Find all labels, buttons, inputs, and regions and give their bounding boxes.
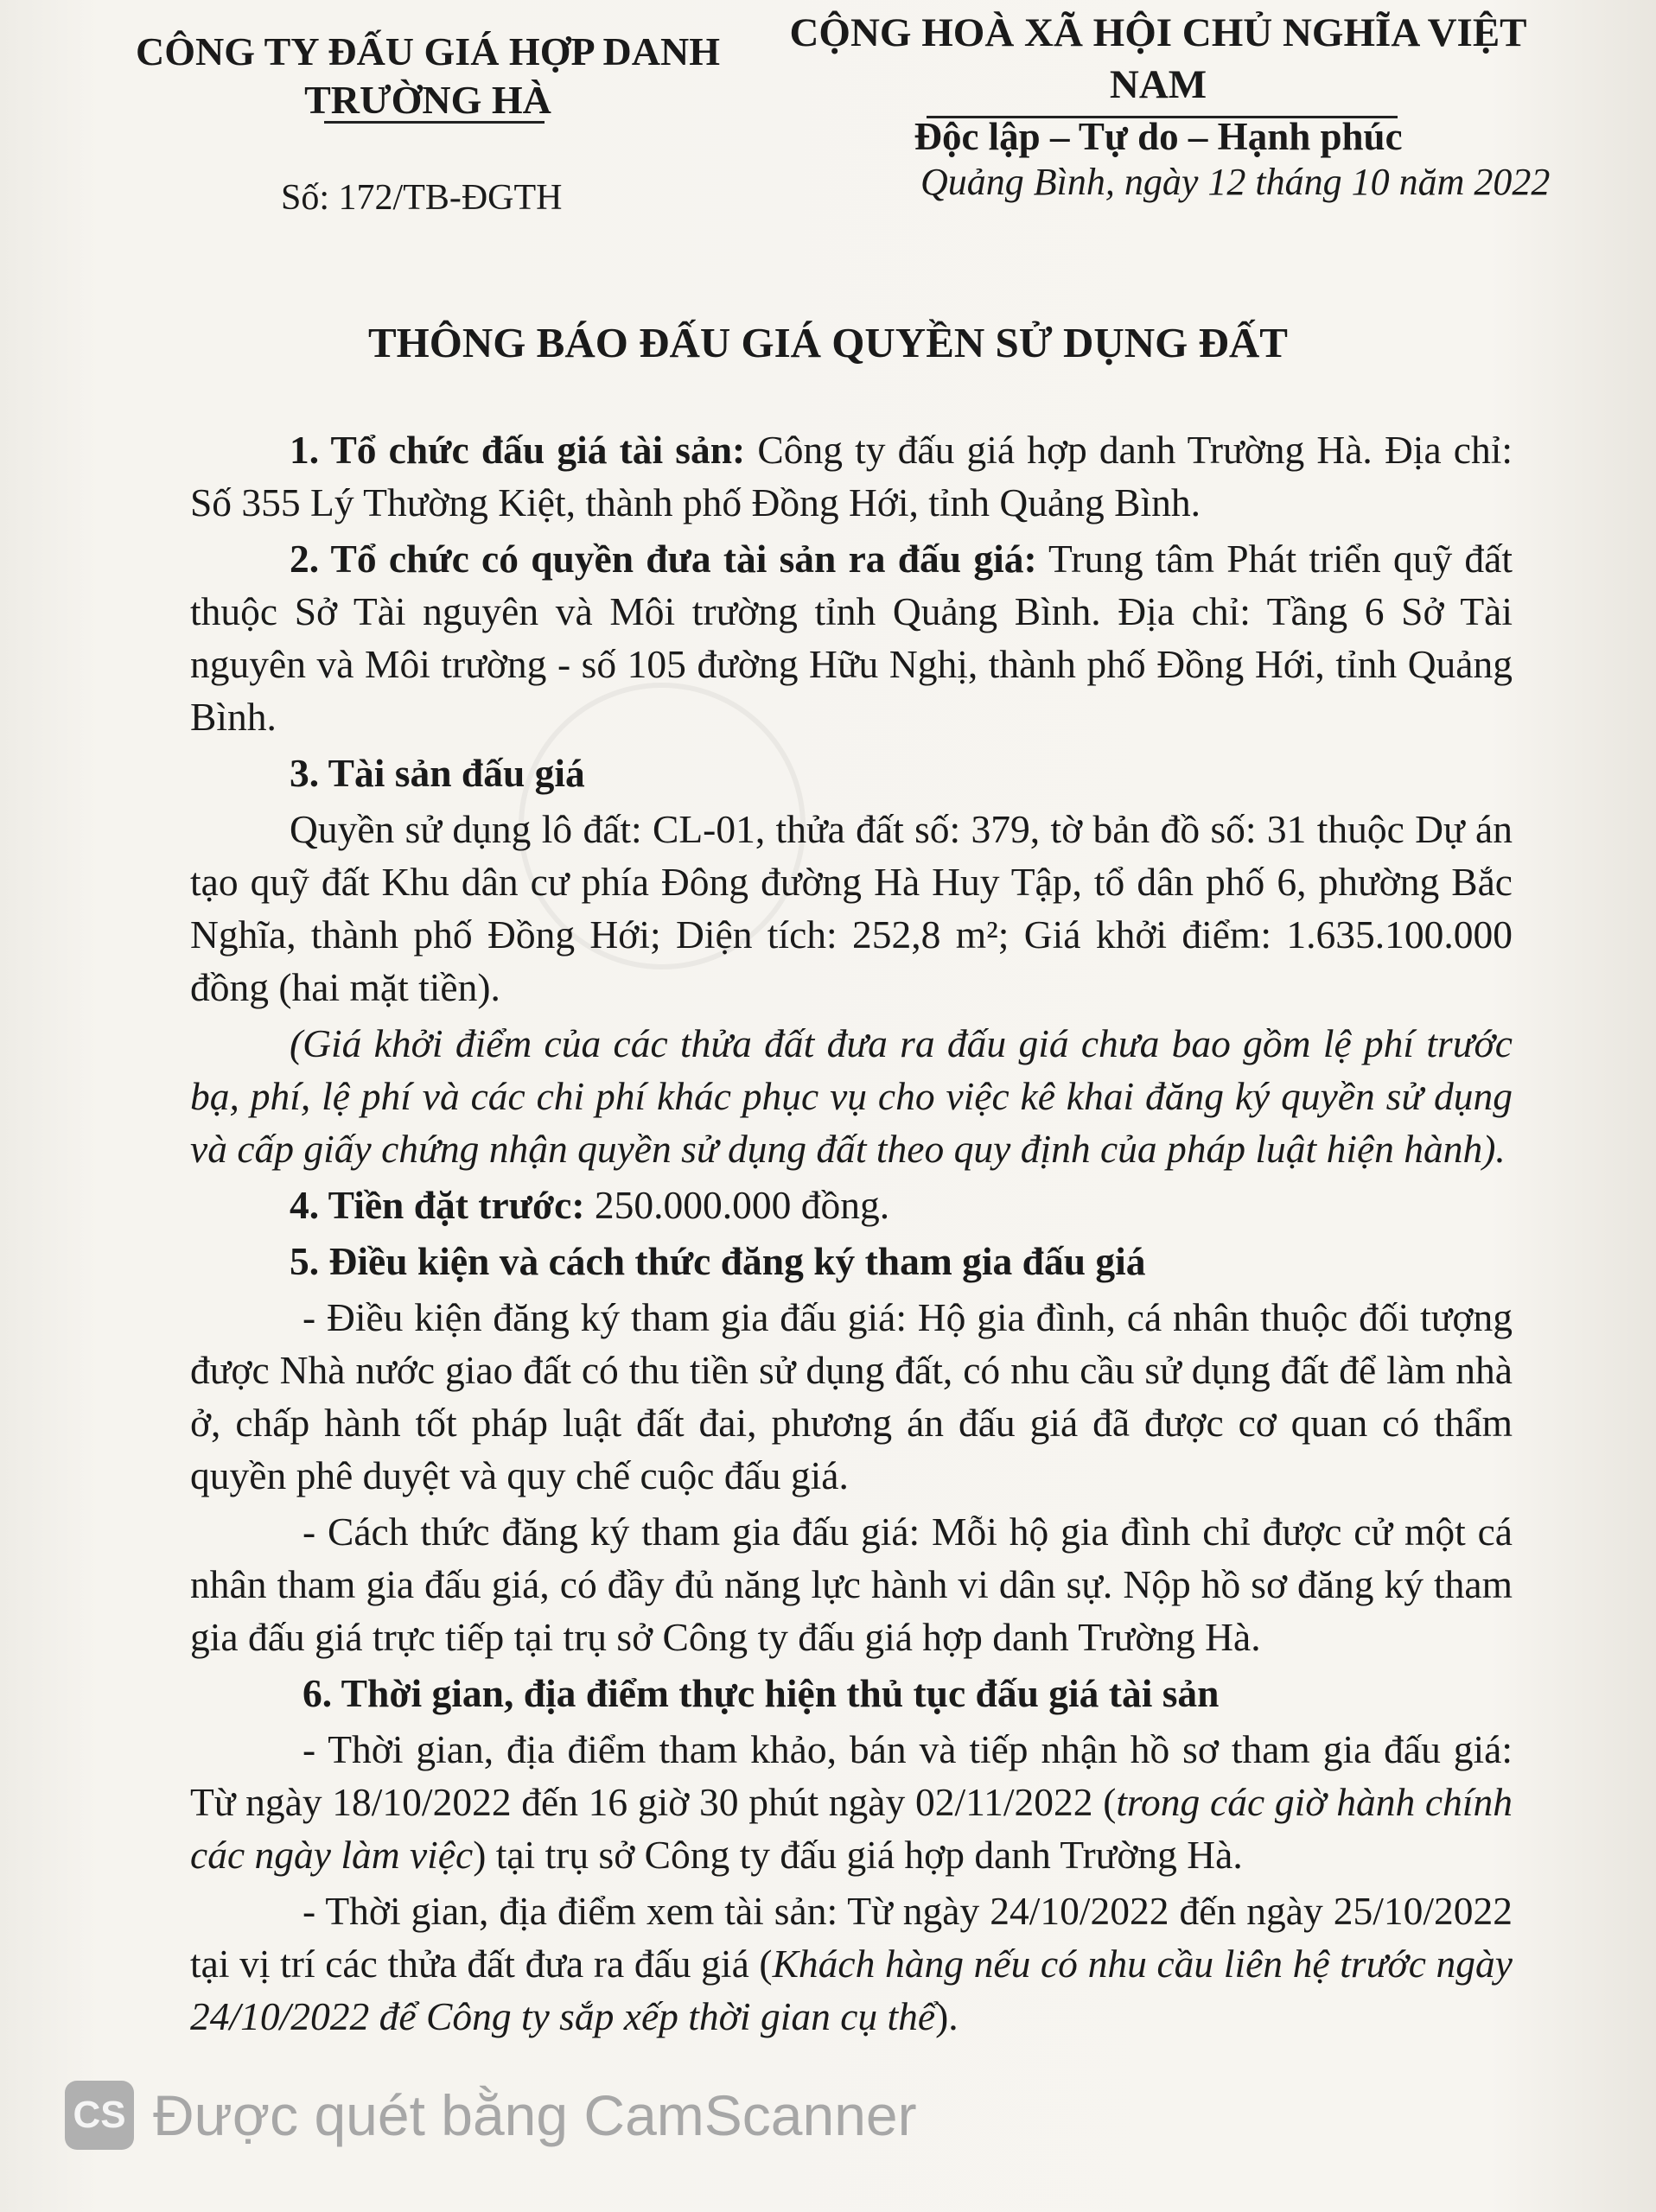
section-5-paragraph-1: - Điều kiện đăng ký tham gia đấu giá: Hộ gia đình, cá nhân thuộc đối tượng được Nhà nước giao đất có thu tiền sử dụng đất, có nhu cầu sử dụng đất để làm nhà ở, chấp hành tốt pháp luật đất đai, phương án đấu giá đã được cơ quan có thẩm quyền phê duyệt và quy chế cuộc đấu giá. <box>190 1295 1513 1497</box>
section-1-label: 1. Tổ chức đấu giá tài sản: <box>290 428 746 472</box>
section-5-heading: 5. Điều kiện và cách thức đăng ký tham gia đấu giá <box>290 1239 1146 1283</box>
section-2-label: 2. Tổ chức có quyền đưa tài sản ra đấu giá: <box>290 537 1037 581</box>
date-line: Quảng Bình, ngày 12 tháng 10 năm 2022 <box>920 161 1551 203</box>
s6-p2-text-a: - Thời gian, địa điểm xem tài sản: Từ ngày 24/10/2022 đến ngày 25/10/2022 tại vị trí các thửa đất đưa ra đấu giá ( <box>190 1889 1513 1986</box>
camscanner-logo-icon: CS <box>65 2081 134 2150</box>
section-6-paragraph-1 <box>190 1723 1513 1881</box>
document-body <box>190 423 1513 2043</box>
document-number: Số: 172/TB-ĐGTH <box>281 178 563 218</box>
section-1 <box>190 423 1513 529</box>
document-title: THÔNG BÁO ĐẤU GIÁ QUYỀN SỬ DỤNG ĐẤT <box>367 319 1288 366</box>
s6-p2-italic: Khách hàng nếu có nhu cầu liên hệ trước ngày 24/10/2022 để Công ty sắp xếp thời gian cụ thể <box>190 1942 1513 2038</box>
section-5-paragraph-2: - Cách thức đăng ký tham gia đấu giá: Mỗi hộ gia đình chỉ được cử một cá nhân tham gia đấu giá, có đầy đủ năng lực hành vi dân sự. Nộp hồ sơ đăng ký tham gia đấu giá trực tiếp tại trụ sở Công ty đấu giá hợp danh Trường Hà. <box>190 1510 1513 1659</box>
motto-underline <box>927 116 1398 118</box>
company-line-2: TRƯỜNG HÀ <box>304 78 551 122</box>
section-2 <box>190 532 1513 743</box>
national-title <box>743 7 1573 162</box>
national-motto: Độc lập – Tự do – Hạnh phúc <box>914 115 1403 158</box>
section-4 <box>190 1179 1513 1231</box>
section-4-text: 250.000.000 đồng. <box>584 1183 890 1227</box>
watermark-text: Được quét bằng CamScanner <box>153 2083 917 2147</box>
section-2-text: Trung tâm Phát triển quỹ đất thuộc Sở Tài nguyên và Môi trường tỉnh Quảng Bình. Địa chỉ: Tầng 6 Sở Tài nguyên và Môi trường - số 105 đường Hữu Nghị, thành phố Đồng Hới, tỉnh Quảng Bình. <box>190 537 1513 739</box>
section-6-heading: 6. Thời gian, địa điểm thực hiện thủ tục đấu giá tài sản <box>303 1671 1220 1715</box>
s6-p1-text-a: - Thời gian, địa điểm tham khảo, bán và tiếp nhận hồ sơ tham gia đấu giá: Từ ngày 18/10/2022 đến 16 giờ 30 phút ngày 02/11/2022 ( <box>190 1727 1513 1824</box>
camscanner-watermark <box>65 2081 917 2150</box>
company-line-1: CÔNG TY ĐẤU GIÁ HỢP DANH <box>136 29 720 73</box>
section-4-label: 4. Tiền đặt trước: <box>290 1183 585 1227</box>
section-3-note: (Giá khởi điểm của các thửa đất đưa ra đấu giá chưa bao gồm lệ phí trước bạ, phí, lệ phí và các chi phí khác phục vụ cho việc kê khai đăng ký quyền sử dụng và cấp giấy chứng nhận quyền sử dụng đất theo quy định của pháp luật hiện hành). <box>190 1021 1513 1171</box>
s6-p1-italic: trong các giờ hành chính các ngày làm việc <box>190 1780 1513 1877</box>
section-1-text: Công ty đấu giá hợp danh Trường Hà. Địa chỉ: Số 355 Lý Thường Kiệt, thành phố Đồng Hới, tỉnh Quảng Bình. <box>190 428 1513 524</box>
section-3-heading: 3. Tài sản đấu giá <box>290 751 585 795</box>
company-name <box>130 28 726 124</box>
s6-p2-text-b: ). <box>935 1994 959 2038</box>
company-underline <box>324 121 545 124</box>
section-3-text: Quyền sử dụng lô đất: CL-01, thửa đất số: 379, tờ bản đồ số: 31 thuộc Dự án tạo quỹ đất Khu dân cư phía Đông đường Hà Huy Tập, tổ dân phố 6, phường Bắc Nghĩa, thành phố Đồng Hới; Diện tích: 252,8 m²; Giá khởi điểm: 1.635.100.000 đồng (hai mặt tiền). <box>190 807 1513 1009</box>
nation-line-1: CỘNG HOÀ XÃ HỘI CHỦ NGHĨA VIỆT NAM <box>789 10 1527 107</box>
section-6-paragraph-2 <box>190 1885 1513 2043</box>
s6-p1-text-b: ) tại trụ sở Công ty đấu giá hợp danh Trường Hà. <box>473 1833 1243 1877</box>
